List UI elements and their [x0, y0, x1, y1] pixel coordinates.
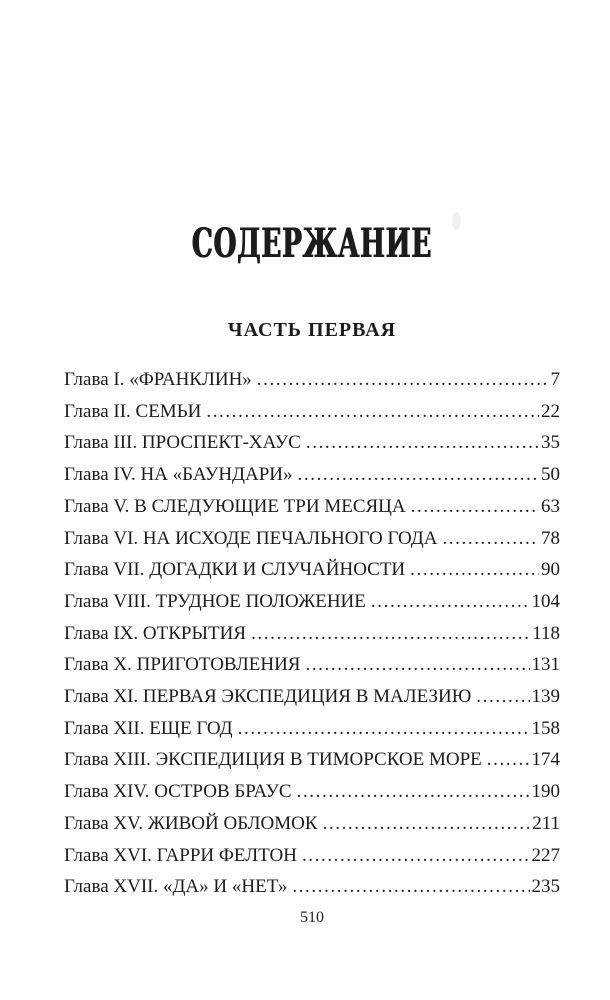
toc-entry-label: Глава XIII. ЭКСПЕДИЦИЯ В ТИМОРСКОЕ МОРЕ — [64, 749, 482, 771]
toc-entry-page: 139 — [531, 686, 560, 708]
toc-entry-label: Глава V. В СЛЕДУЮЩИЕ ТРИ МЕСЯЦА — [64, 495, 406, 517]
toc-entry-label: Глава XVII. «ДА» И «НЕТ» — [64, 876, 288, 898]
dot-leader — [292, 871, 529, 903]
dot-leader — [442, 523, 539, 555]
toc-entry — [64, 681, 560, 713]
dot-leader — [323, 808, 531, 840]
toc-entry-page: 90 — [541, 559, 560, 581]
toc-entry-label: Глава XV. ЖИВОЙ ОБЛОМОК — [64, 812, 318, 834]
toc-entry — [64, 459, 560, 491]
toc-entry — [64, 586, 560, 618]
dot-leader — [238, 713, 530, 745]
toc-entry-page: 35 — [541, 432, 560, 454]
dot-leader — [306, 427, 539, 459]
toc-entry — [64, 427, 560, 459]
toc-entry-page: 211 — [532, 812, 560, 834]
dot-leader — [251, 618, 530, 650]
toc-entry-page: 227 — [531, 844, 560, 866]
dot-leader — [298, 459, 539, 491]
toc-entry-page: 78 — [541, 527, 560, 549]
dot-leader — [476, 681, 529, 713]
toc-entry-label: Глава XIV. ОСТРОВ БРАУС — [64, 781, 292, 803]
toc-entry-label: Глава VIII. ТРУДНОЕ ПОЛОЖЕНИЕ — [64, 590, 366, 612]
dot-leader — [410, 554, 539, 586]
dot-leader — [411, 491, 539, 523]
toc-entry-page: 174 — [531, 749, 560, 771]
scan-artifact — [452, 212, 461, 230]
toc-entry-page: 235 — [531, 876, 560, 898]
toc-entry — [64, 649, 560, 681]
toc-entry-label: Глава XII. ЕЩЕ ГОД — [64, 717, 233, 739]
toc-list — [64, 364, 560, 903]
part-heading: ЧАСТЬ ПЕРВАЯ — [227, 319, 397, 341]
dot-leader — [487, 744, 530, 776]
toc-entry-page: 118 — [532, 622, 560, 644]
toc-entry-page: 7 — [550, 369, 560, 390]
toc-entry-page: 190 — [531, 781, 560, 803]
page-title-text: СОДЕРЖАНИЕ — [191, 220, 433, 267]
toc-entry — [64, 618, 560, 650]
toc-entry — [64, 808, 560, 840]
toc-entry-page: 104 — [531, 590, 560, 612]
toc-entry — [64, 523, 560, 555]
toc-entry-label: Глава II. СЕМЬИ — [64, 400, 202, 422]
toc-entry — [64, 840, 560, 872]
toc-entry-label: Глава VI. НА ИСХОДЕ ПЕЧАЛЬНОГО ГОДА — [64, 527, 438, 549]
toc-entry-label: Глава IV. НА «БАУНДАРИ» — [64, 464, 293, 486]
dot-leader — [297, 776, 530, 808]
toc-entry-label: Глава IX. ОТКРЫТИЯ — [64, 622, 247, 644]
toc-entry-page: 22 — [541, 400, 560, 422]
toc-entry-page: 63 — [541, 495, 560, 517]
toc-entry-label: Глава VII. ДОГАДКИ И СЛУЧАЙНОСТИ — [64, 559, 406, 581]
toc-entry — [64, 491, 560, 523]
toc-entry-label: Глава I. «ФРАНКЛИН» — [64, 369, 252, 390]
dot-leader — [302, 840, 530, 872]
toc-entry — [64, 776, 560, 808]
toc-entry-page: 50 — [541, 464, 560, 486]
dot-leader — [257, 364, 549, 396]
toc-entry-label: Глава X. ПРИГОТОВЛЕНИЯ — [64, 654, 301, 676]
toc-entry — [64, 713, 560, 745]
toc-entry-page: 158 — [531, 717, 560, 739]
page-number: 510 — [300, 908, 324, 926]
toc-entry — [64, 364, 560, 396]
toc-entry-label: Глава XVI. ГАРРИ ФЕЛТОН — [64, 844, 297, 866]
toc-entry — [64, 871, 560, 903]
dot-leader — [305, 649, 529, 681]
dot-leader — [206, 396, 539, 428]
page-title — [64, 220, 560, 267]
toc-entry-label: Глава III. ПРОСПЕКТ-ХАУС — [64, 432, 301, 454]
toc-entry — [64, 554, 560, 586]
toc-entry-page: 131 — [531, 654, 560, 676]
dot-leader — [371, 586, 530, 618]
toc-entry — [64, 744, 560, 776]
toc-entry-label: Глава XI. ПЕРВАЯ ЭКСПЕДИЦИЯ В МАЛЕЗИЮ — [64, 686, 472, 708]
toc-entry — [64, 396, 560, 428]
